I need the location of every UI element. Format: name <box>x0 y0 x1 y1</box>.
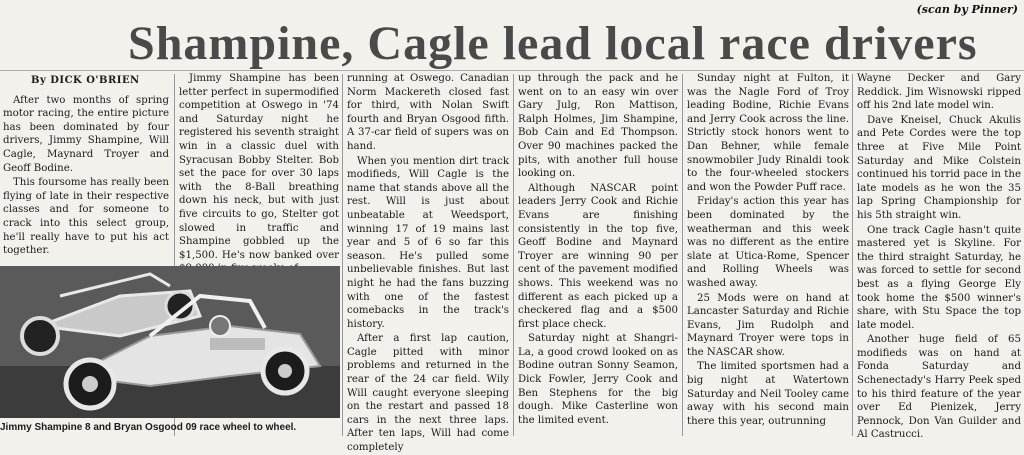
scan-credit: (scan by Pinner) <box>916 3 1018 16</box>
paragraph: running at Oswego. Canadian Norm Mackereth closed fast for third, with Nolan Swift fourth and Bryan Osgood fifth. A 37-car field of supers was on hand. <box>347 73 509 152</box>
column-3 <box>344 72 512 454</box>
race-cars-illustration <box>0 266 340 418</box>
column-divider <box>342 74 343 436</box>
race-photo <box>0 266 340 418</box>
paragraph: Wayne Decker and Gary Reddick. Jim Wisnowski ripped off his 2nd late model win. <box>857 73 1021 112</box>
paragraph: Saturday night at Shangri-La, a good crowd looked on as Bodine outran Sonny Seamon, Dick Fowler, Jerry Cook and Ben Stephens for the big dough. Mike Casterline won the limited event. <box>518 333 678 426</box>
paragraph: up through the pack and he went on to an easy win over Gary Julg, Ron Mattison, Ralph Holmes, Jim Shampine, Bob Cain and Ed Thompson. Over 90 machines packed the pits, with another full house looking on. <box>518 73 678 180</box>
column-5 <box>684 72 852 436</box>
paragraph: After two months of spring motor racing, the entire picture has been dominated by four drivers, Jimmy Shampine, Will Cagle, Maynard Troyer and Geoff Bodine. <box>3 94 169 174</box>
photo-caption: Jimmy Shampine 8 and Bryan Osgood 09 race wheel to wheel. <box>0 422 297 433</box>
column-6 <box>854 72 1024 441</box>
column-divider <box>513 74 514 436</box>
byline: By DICK O'BRIEN <box>31 75 140 86</box>
column-divider <box>682 74 683 436</box>
paragraph: This foursome has really been flying of late in their respective classes and for someone to crack into this select group, he'll really have to put his act together. <box>3 177 169 257</box>
paragraph: One track Cagle hasn't quite mastered yet is Skyline. For the third straight Saturday, he was forced to settle for second best as a flying George Ely took home the $500 winner's share, with Stu Space the top late model. <box>857 224 1021 331</box>
paragraph: Although NASCAR point leaders Jerry Cook and Richie Evans are finishing consistently in the top five, Geoff Bodine and Maynard Troyer are winning 90 per cent of the pavement modified shows. This weekend was no different as each picked up a checkered flag and a $500 first place check. <box>518 182 678 330</box>
paragraph: Jimmy Shampine has been letter perfect in supermodified competition at Oswego in '74 and Saturday night he registered his seventh straight win in a classic duel with Syracusan Bobby Stelter. Bob set the pace for over 30 laps with the 8-Ball breathing down his neck, but with just five circuits to go, Stelter got slowed in traffic and Shampine gobbled up the $1,500. He's now banked over <box>179 73 339 261</box>
column-4 <box>515 72 681 436</box>
paragraph: Sunday night at Fulton, it was the Nagle Ford of Troy leading Bodine, Richie Evans and Jerry Cook across the line. Strictly stock honors went to Dan Behner, while female snowmobiler Judy Rinaldi took to the four-wheeled stockers and won the Powder Puff race. <box>687 73 849 193</box>
paragraph: Friday's action this year has been dominated by the weatherman and this week was no different as the entire slate at Utica-Rome, Spencer and Rolling Wheels was washed away. <box>687 196 849 289</box>
paragraph: After a first lap caution, Cagle pitted with minor problems and returned in the rear of the 24 car field. Wily Will caught everyone sleeping on the restart and passed 18 cars in the next three laps. After ten laps, Will had come completely <box>347 333 509 454</box>
paragraph: The limited sportsmen had a big night at Watertown Saturday and Neil Tooley came away with his second main there this year, outrunning <box>687 361 849 427</box>
paragraph: Dave Kneisel, Chuck Akulis and Pete Cordes were the top three at Five Mile Point Saturday and Mike Colstein continued his torrid pace in the late models as he won the 35 lap Spring Championship for his 5th straight win. <box>857 114 1021 221</box>
column-2 <box>176 72 342 262</box>
headline-rule <box>0 70 1024 71</box>
headline: Shampine, Cagle lead local race drivers <box>128 17 978 70</box>
paragraph: When you mention dirt track modifieds, Will Cagle is the name that stands above all the rest. Will is just about unbeatable at Weedsport, winning 17 of 19 mains last year and 5 of 6 so far this season. He's pulled some unbelievable finishes. But last night he had the fans buzzing with one of the fastest comebacks in the track's history. <box>347 155 509 330</box>
paragraph: Another huge field of 65 modifieds was on hand at Fonda Saturday and Schenectady's Harry Peek sped to his third feature of the year over Ed Pienizek, Jerry Pennock, Don Van Guilder and Al Castrucci. <box>857 334 1021 441</box>
paragraph: 25 Mods were on hand at Lancaster Saturday and Richie Evans, Jim Rudolph and Maynard Troyer were tops in the NASCAR show. <box>687 292 849 358</box>
column-divider <box>852 74 853 436</box>
